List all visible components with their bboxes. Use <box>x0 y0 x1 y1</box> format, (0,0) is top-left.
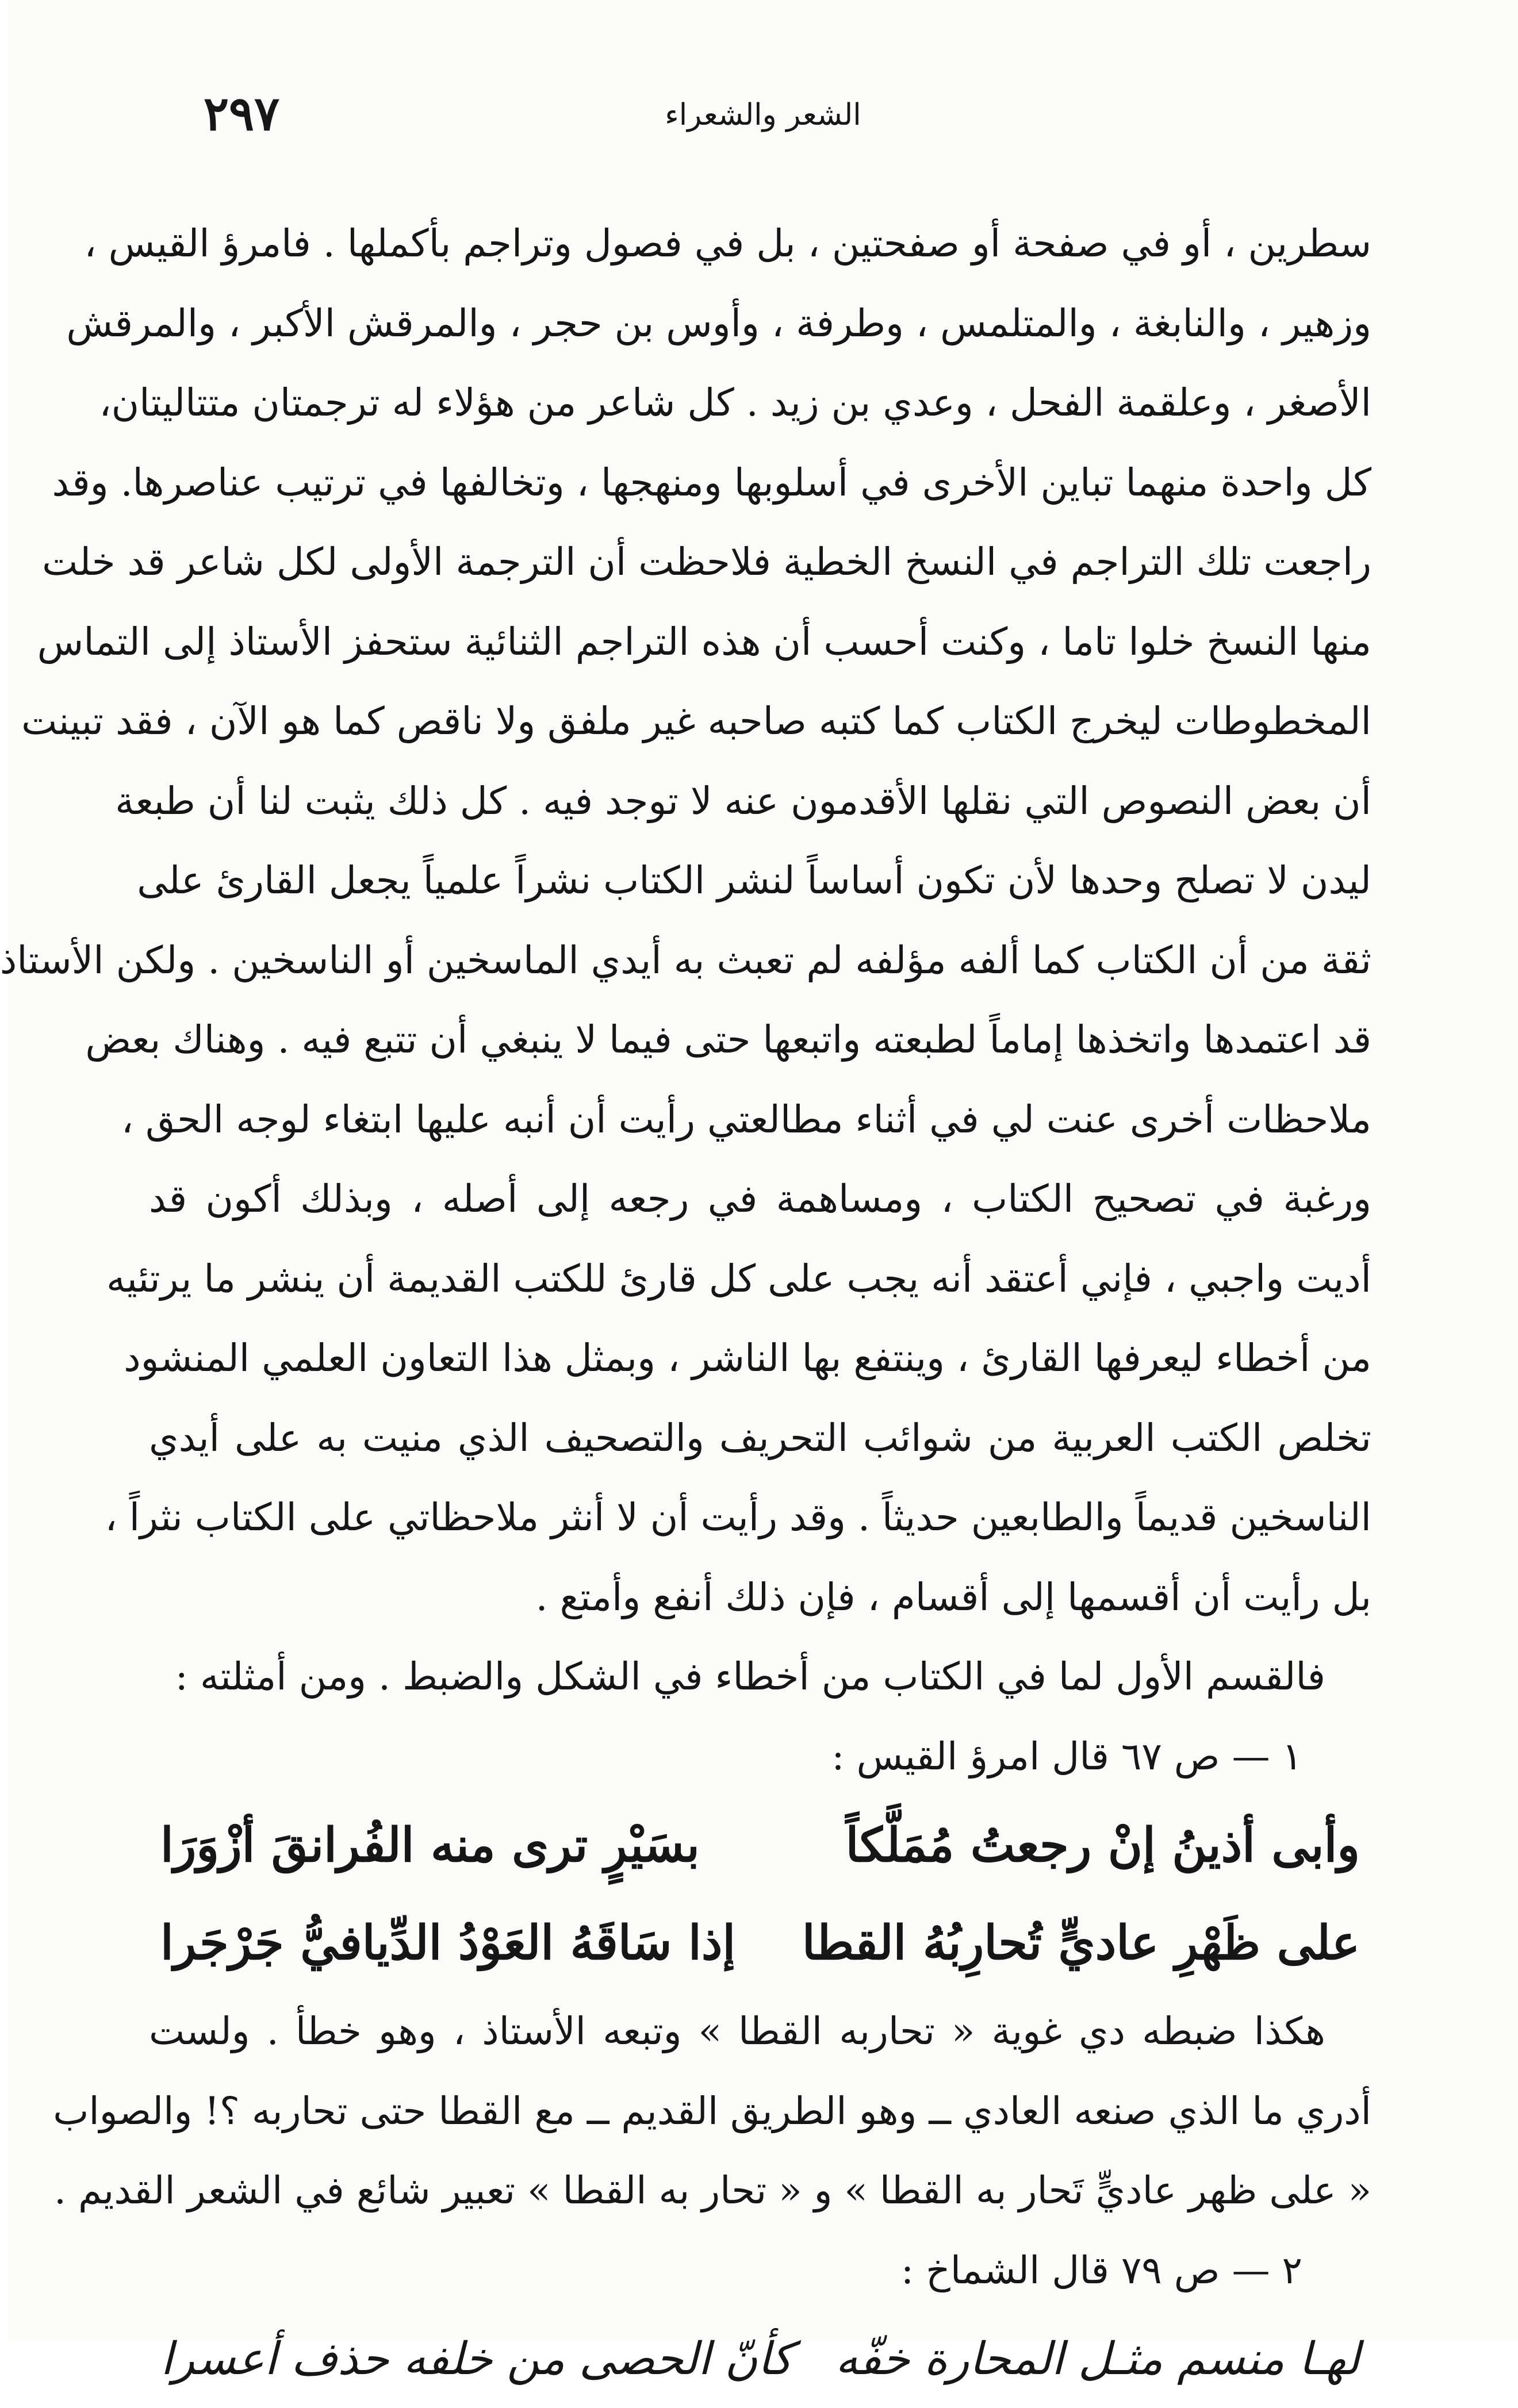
text-line: سطرين ، أو في صفحة أو صفحتين ، بل في فصول وتراجم بأكملها . فامرؤ القيس ، <box>149 204 1371 284</box>
poem-verse <box>149 1796 1371 1894</box>
verse-second-hemistich: إذا سَاقَهُ العَوْدُ الدِّيافيُّ جَرْجَرا <box>160 1894 735 1992</box>
page-number: ٢٩٧ <box>204 86 279 141</box>
text-line: ليدن لا تصلح وحدها لأن تكون أساساً لنشر الكتاب نشراً علمياً يجعل القارئ على <box>149 841 1371 921</box>
text-line: أديت واجبي ، فإني أعتقد أنه يجب على كل قارئ للكتب القديمة أن ينشر ما يرتئيه <box>149 1239 1371 1319</box>
verse-second-hemistich: كأنّ الحصى من خلفه حذف أعسرا <box>160 2310 793 2408</box>
text-line: تخلص الكتب العربية من شوائب التحريف والتصحيف الذي منيت به على أيدي <box>149 1399 1371 1478</box>
commentary-line: « على ظهر عاديٍّ تَحار به القطا » و « تحار به القطا » تعبير شائع في الشعر القديم . <box>149 2151 1371 2231</box>
text-line: من أخطاء ليعرفها القارئ ، وينتفع بها الناشر ، وبمثل هذا التعاون العلمي المنشود <box>149 1319 1371 1399</box>
paragraph-intro <box>149 204 1371 1637</box>
text-line: منها النسخ خلوا تاما ، وكنت أحسب أن هذه التراجم الثنائية ستحفز الأستاذ إلى التماس <box>149 602 1371 682</box>
poem-verse <box>149 1894 1371 1992</box>
text-line: المخطوطات ليخرج الكتاب كما كتبه صاحبه غير ملفق ولا ناقص كما هو الآن ، فقد تبينت <box>149 682 1371 762</box>
commentary-line: أدري ما الذي صنعه العادي ــ وهو الطريق القديم ــ مع القطا حتى تحاربه ؟! والصواب <box>149 2072 1371 2152</box>
example-two <box>149 2231 1371 2408</box>
text-line: كل واحدة منهما تباين الأخرى في أسلوبها ومنهجها ، وتخالفها في ترتيب عناصرها. وقد <box>149 443 1371 523</box>
page-body <box>149 204 1371 2408</box>
running-title: الشعر والشعراء <box>158 98 1368 132</box>
verse-second-hemistich: بسَيْرٍ ترى منه الفُرانقَ أزْوَرَا <box>160 1796 700 1894</box>
verse-first-hemistich: على ظَهْرِ عاديٍّ تُحارِبُهُ القطا <box>802 1894 1360 1992</box>
text-line: بل رأيت أن أقسمها إلى أقسام ، فإن ذلك أنفع وأمتع . <box>149 1558 1371 1638</box>
example-one <box>149 1717 1371 2231</box>
text-line: الناسخين قديماً والطابعين حديثاً . وقد رأيت أن لا أنثر ملاحظاتي على الكتاب نثراً ، <box>149 1478 1371 1558</box>
example-heading: ٢ — ص ٧٩ قال الشماخ : <box>149 2231 1371 2311</box>
text-line: قد اعتمدها واتخذها إماماً لطبعته واتبعها حتى فيما لا ينبغي أن تتبع فيه . وهناك بعض <box>149 1000 1371 1080</box>
book-page <box>8 0 1518 2341</box>
text-line: ورغبة في تصحيح الكتاب ، ومساهمة في رجعه إلى أصله ، وبذلك أكون قد <box>149 1159 1371 1239</box>
poem-verse <box>149 2310 1371 2408</box>
paragraph-section-one: فالقسم الأول لما في الكتاب من أخطاء في الشكل والضبط . ومن أمثلته : <box>149 1637 1371 1717</box>
text-line: ثقة من أن الكتاب كما ألفه مؤلفه لم تعبث به أيدي الماسخين أو الناسخين . ولكن الأستاذ <box>149 921 1371 1001</box>
text-line: الأصغر ، وعلقمة الفحل ، وعدي بن زيد . كل شاعر من هؤلاء له ترجمتان متتاليتان، <box>149 363 1371 443</box>
text-line: ملاحظات أخرى عنت لي في أثناء مطالعتي رأيت أن أنبه عليها ابتغاء لوجه الحق ، <box>149 1080 1371 1160</box>
commentary-line: هكذا ضبطه دي غوية « تحاربه القطا » وتبعه الأستاذ ، وهو خطأ . ولست <box>149 1992 1371 2072</box>
text-line: وزهير ، والنابغة ، والمتلمس ، وطرفة ، وأوس بن حجر ، والمرقش الأكبر ، والمرقش <box>149 284 1371 364</box>
text-line: راجعت تلك التراجم في النسخ الخطية فلاحظت أن الترجمة الأولى لكل شاعر قد خلت <box>149 523 1371 602</box>
page-header <box>158 86 1368 149</box>
verse-first-hemistich: وأبى أذينُ إنْ رجعتُ مُمَلَّكاً <box>846 1796 1360 1894</box>
text-line: أن بعض النصوص التي نقلها الأقدمون عنه لا توجد فيه . كل ذلك يثبت لنا أن طبعة <box>149 762 1371 842</box>
verse-first-hemistich: لهـا منسم مثـل المحارة خفّه <box>835 2310 1360 2408</box>
example-heading: ١ — ص ٦٧ قال امرؤ القيس : <box>149 1717 1371 1797</box>
